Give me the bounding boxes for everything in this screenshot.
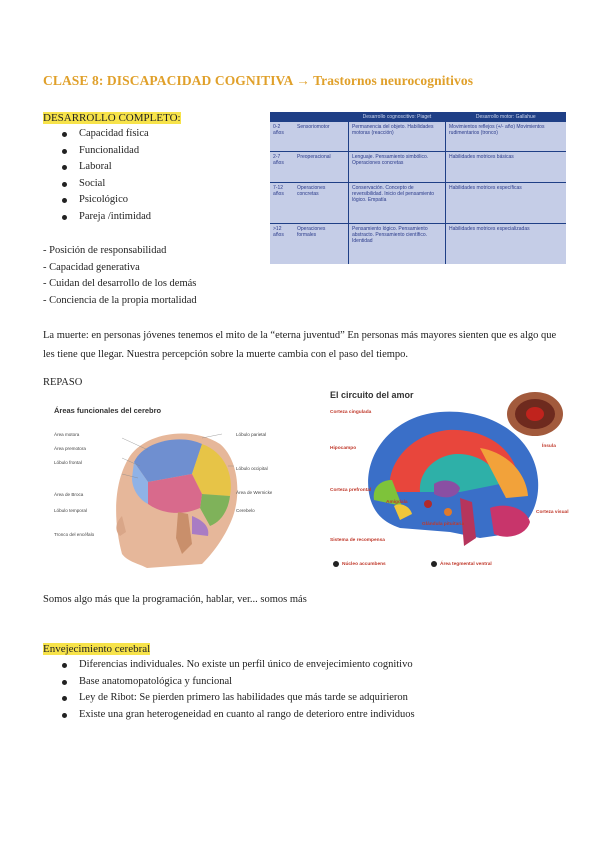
table-cell: 0-2 años (270, 122, 294, 152)
table-row (270, 122, 566, 152)
table-cell: Operaciones formales (294, 224, 349, 264)
list-item: Laboral (60, 159, 151, 176)
label-hipocampo: Hipocampo (330, 446, 357, 451)
label-glandula-pituitaria: Glándula pituitaria (422, 522, 465, 527)
label-corteza-cingulada: Corteza cingulada (330, 410, 372, 415)
table-cell: 2-7 años (270, 152, 294, 182)
somos-text: Somos algo más que la programación, hablar, ver... somos más (43, 594, 307, 605)
section-heading-envejecimiento: Envejecimiento cerebral (43, 643, 151, 655)
bullet-list-desarrollo (60, 126, 151, 226)
list-item: - Posición de responsabilidad (43, 245, 167, 256)
paragraph-muerte: La muerte: en personas jóvenes tenemos el mito de la “eterna juventud” En personas más mayores sienten que es algo que les tiene que llegar. Nuestra percepción sobre la muerte cambia con el paso del tiempo. (43, 330, 557, 360)
list-item: - Cuidan del desarrollo de los demás (43, 278, 197, 289)
table-cell: 7-12 años (270, 182, 294, 223)
label-lobulo-temporal: Lóbulo temporal (54, 508, 87, 513)
label-area-broca: Área de Broca (54, 492, 84, 497)
table-row (270, 182, 566, 223)
figure-caption: El circuito del amor (330, 390, 414, 400)
list-item: - Conciencia de la propia mortalidad (43, 294, 197, 306)
brain-sagittal-illustration (330, 388, 570, 572)
list-item: Base anatomopatológica y funcional (60, 674, 415, 691)
label-amigdala: Amígdala (386, 500, 408, 505)
brain-head-illustration (52, 404, 272, 568)
repaso-label: REPASO (43, 377, 83, 388)
list-item: Pareja /intimidad (60, 209, 151, 226)
label-cerebelo: Cerebelo (236, 508, 255, 513)
figure-brain-areas (52, 404, 272, 568)
list-item: - Capacidad generativa (43, 261, 140, 273)
table-cell: Movimientos reflejos (+/- año) Movimientos rudimentarios (tronco) (446, 122, 567, 152)
label-area-tegmental: Área tegmental ventral (440, 562, 492, 567)
label-lobulo-parietal: Lóbulo parietal (236, 432, 267, 437)
table-cell: Operaciones concretas (294, 182, 349, 223)
list-item: Existe una gran heterogeneidad en cuanto al rango de deterioro entre individuos (60, 707, 415, 724)
label-sistema-recompensa: Sistema de recompensa (330, 538, 385, 543)
table-cell: Conservación. Concepto de reversibilidad. Inicio del pensamiento lógico. Empatía (349, 182, 446, 223)
list-item: Social (60, 176, 151, 193)
development-table (270, 112, 566, 264)
label-lobulo-frontal: Lóbulo frontal (54, 460, 82, 465)
bullet-list-envejecimiento (60, 657, 415, 723)
table-cell: >12 años (270, 224, 294, 264)
label-insula: Ínsula (542, 444, 556, 449)
list-item: Psicológico (60, 192, 151, 209)
table-row (270, 152, 566, 182)
table-header (270, 112, 349, 122)
page-title: CLASE 8: DISCAPACIDAD COGNITIVA → Trastornos neurocognitivos (43, 73, 474, 88)
figure-love-circuit (330, 388, 570, 572)
table-cell: Preoperacional (294, 152, 349, 182)
list-item: Ley de Ribot: Se pierden primero las habilidades que más tarde se adquirieron (60, 690, 415, 707)
list-item: Funcionalidad (60, 143, 151, 160)
section-heading-desarrollo: DESARROLLO COMPLETO: (43, 112, 181, 124)
table-cell: Habilidades motrices básicas (446, 152, 567, 182)
label-area-wernicke: Área de Wernicke (236, 490, 272, 495)
label-nucleo-accumbens: Núcleo accumbens (342, 562, 386, 567)
dash-list (43, 243, 197, 309)
table-header: Desarrollo motor: Gallahue (446, 112, 567, 122)
label-area-motora: Área motora (54, 432, 80, 437)
table-cell: Habilidades motrices específicas (446, 182, 567, 223)
table-header: Desarrollo cognoscitivo: Piaget (349, 112, 446, 122)
table-header-row (270, 112, 566, 122)
label-corteza-prefrontal: Corteza prefrontal (330, 488, 372, 493)
list-item: Diferencias individuales. No existe un perfil único de envejecimiento cognitivo (60, 657, 415, 674)
table-cell: Pensamiento lógico. Pensamiento abstracto. Pensamiento científico. Identidad (349, 224, 446, 264)
table-row (270, 224, 566, 264)
label-tronco-encefalo: Tronco del encéfalo (54, 532, 95, 537)
table-cell: Lenguaje. Pensamiento simbólico. Operaciones concretas (349, 152, 446, 182)
label-lobulo-occipital: Lóbulo occipital (236, 466, 268, 471)
list-item: Capacidad física (60, 126, 151, 143)
table-cell: Sensoriomotor (294, 122, 349, 152)
table-cell: Permanencia del objeto. Habilidades motoras (reacción) (349, 122, 446, 152)
figure-caption: Áreas funcionales del cerebro (54, 406, 162, 415)
table-cell: Habilidades motrices especializadas (446, 224, 567, 264)
label-corteza-visual: Corteza visual (536, 510, 569, 515)
label-area-premotora: Área premotora (54, 446, 86, 451)
